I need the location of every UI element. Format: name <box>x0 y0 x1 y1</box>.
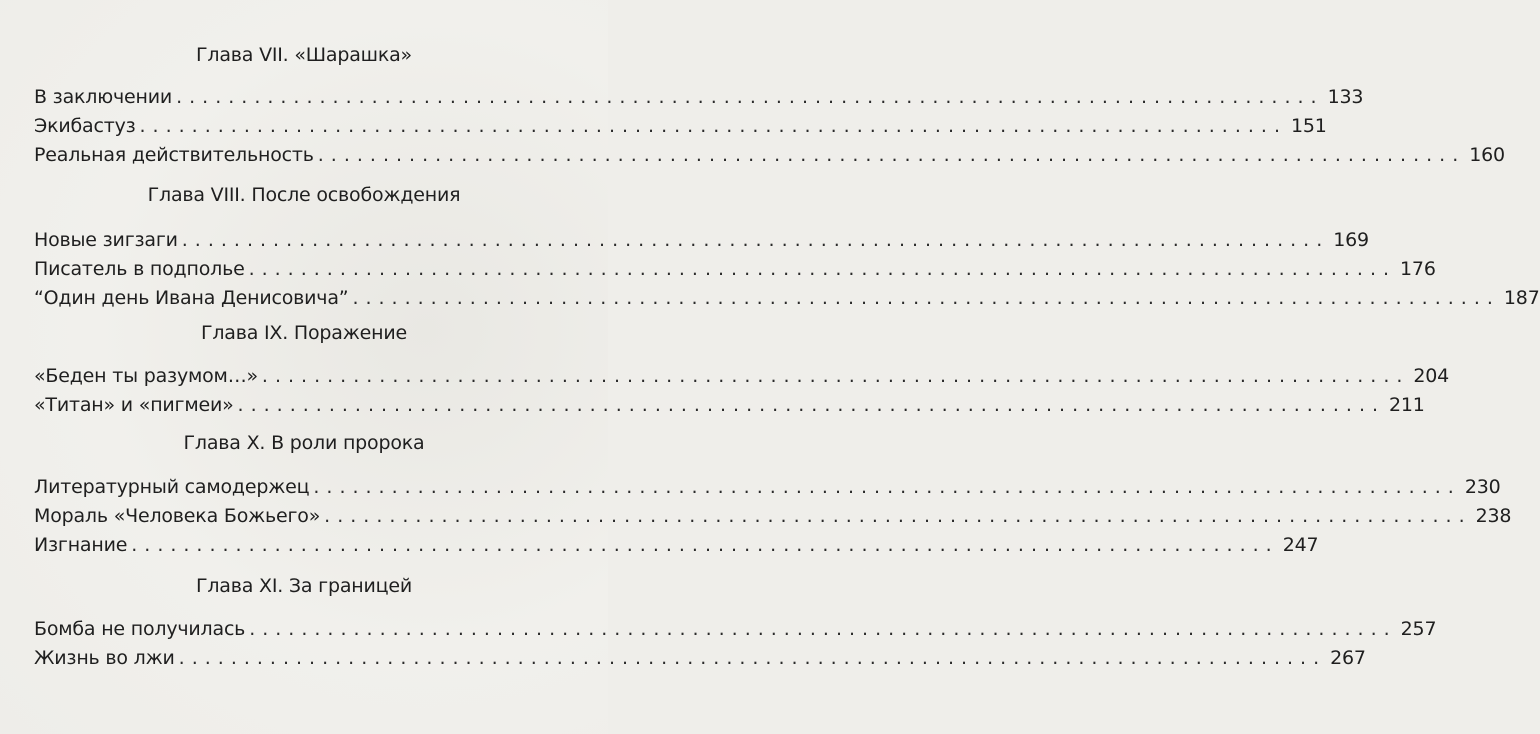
toc-entry[interactable] <box>34 287 1540 313</box>
entry-title: Новые зигзаги <box>34 229 178 251</box>
entry-title: В заключении <box>34 86 173 108</box>
dot-leader: ........................................................................................ <box>324 505 1472 527</box>
dot-leader: ........................................................................................ <box>313 476 1461 498</box>
page-number: 204 <box>1413 365 1450 387</box>
dot-leader: ........................................................................................ <box>249 618 1397 640</box>
toc-entry[interactable] <box>34 618 1437 644</box>
dot-leader: ........................................................................................ <box>317 144 1466 166</box>
toc-entry[interactable] <box>34 365 1450 391</box>
page-number: 176 <box>1400 258 1436 280</box>
dot-leader: ........................................................................................ <box>248 258 1397 280</box>
page-number: 160 <box>1469 144 1505 166</box>
dot-leader: ........................................................................................ <box>261 365 1410 387</box>
entry-title: «Беден ты разумом…» <box>34 365 258 387</box>
page-number: 267 <box>1330 647 1366 669</box>
dot-leader: ........................................................................................ <box>131 534 1279 556</box>
page-number: 133 <box>1327 86 1364 108</box>
toc-entry[interactable] <box>34 534 1319 560</box>
dot-leader: ........................................................................................ <box>139 115 1287 137</box>
toc-entry[interactable] <box>34 115 1327 141</box>
entry-title: Бомба не получилась <box>34 618 246 640</box>
dot-leader: ........................................................................................ <box>352 287 1500 309</box>
page-number: 230 <box>1464 476 1501 498</box>
toc-entry[interactable] <box>34 476 1501 502</box>
entry-title: Изгнание <box>34 534 128 556</box>
page-number: 169 <box>1333 229 1369 251</box>
page-number: 247 <box>1282 534 1319 556</box>
page-number: 187 <box>1503 287 1540 309</box>
dot-leader: ........................................................................................ <box>178 647 1327 669</box>
entry-title: Жизнь во лжи <box>34 647 175 669</box>
page-number: 238 <box>1475 505 1512 527</box>
chapter-heading: Глава XI. За границей <box>195 575 413 597</box>
page-number: 257 <box>1400 618 1437 640</box>
entry-title: Реальная действительность <box>34 144 314 166</box>
dot-leader: ........................................................................................ <box>237 394 1386 416</box>
chapter-heading: Глава X. В роли пророка <box>183 432 425 454</box>
toc-entry[interactable] <box>34 258 1436 284</box>
toc-entry[interactable] <box>34 394 1425 420</box>
entry-title: Экибастуз <box>34 115 136 137</box>
page-number: 151 <box>1291 115 1327 137</box>
entry-title: Литературный самодержец <box>34 476 310 498</box>
page-number: 211 <box>1389 394 1425 416</box>
toc-entry[interactable] <box>34 505 1512 531</box>
dot-leader: ........................................................................................ <box>176 86 1324 108</box>
toc-entry[interactable] <box>34 144 1505 170</box>
toc-entry[interactable] <box>34 647 1366 673</box>
chapter-heading: Глава VIII. После освобождения <box>147 184 461 206</box>
toc-entry[interactable] <box>34 86 1364 112</box>
entry-title: Мораль «Человека Божьего» <box>34 505 321 527</box>
toc-entry[interactable] <box>34 229 1369 255</box>
entry-title: «Титан» и «пигмеи» <box>34 394 234 416</box>
chapter-heading: Глава IX. Поражение <box>200 322 408 344</box>
chapter-heading: Глава VII. «Шарашка» <box>196 44 412 66</box>
entry-title: Писатель в подполье <box>34 258 245 280</box>
dot-leader: ........................................................................................ <box>181 229 1330 251</box>
entry-title: “Один день Ивана Денисовича” <box>34 287 349 309</box>
